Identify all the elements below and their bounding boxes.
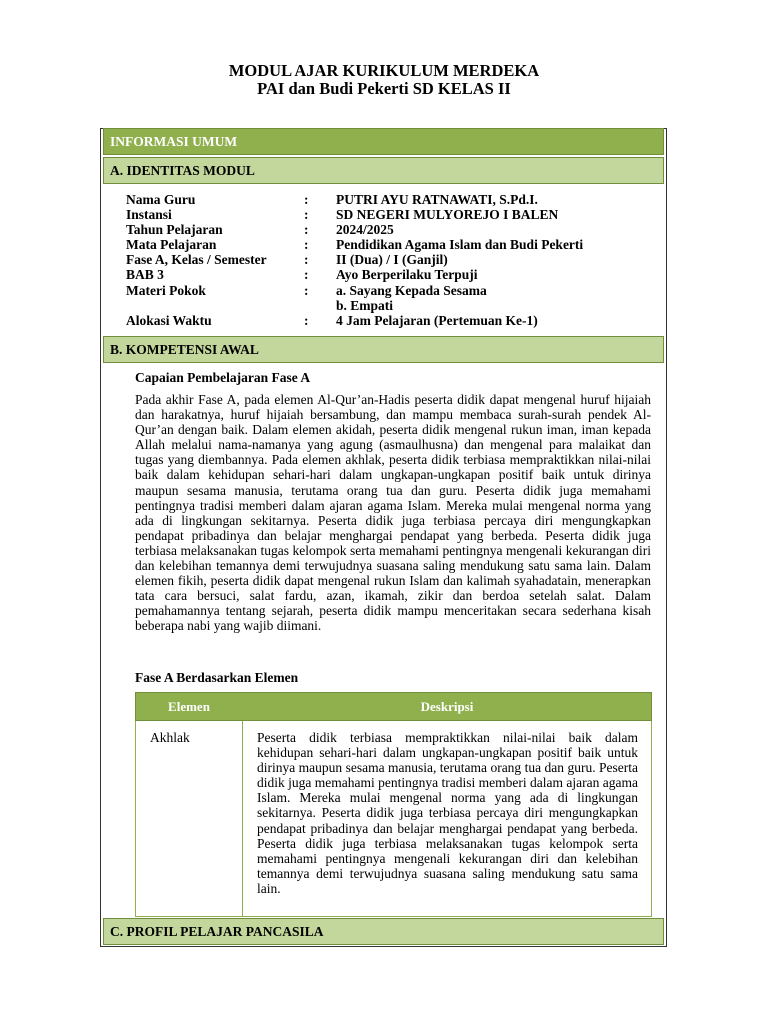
identitas-value: Ayo Berperilaku Terpuji	[336, 267, 478, 282]
identitas-value: 2024/2025	[336, 222, 394, 237]
table-row	[135, 721, 652, 917]
section-informasi-umum: INFORMASI UMUM	[103, 128, 664, 155]
cell-deskripsi: Peserta didik terbiasa mempraktikkan nilai-nilai baik dalam kehidupan sehari-hari dalam ungkapan-ungkapan positif baik untuk dirinya maupun sesama manusia, terutama orang tua dan guru. Peserta didik juga memahami pentingnya tradisi memberi dalam ajaran agama Islam. Mereka mulai mengenal norma yang ada di lingkungan sekitarnya. Peserta didik juga terbiasa percaya diri mengungkapkan pendapat pribadinya dan belajar menghargai pendapat yang berbeda. Peserta didik juga terbiasa melaksanakan tugas kelompok serta memahami pentingnya mengenali kekurangan diri dan kelebihan temannya demi terwujudnya suasana saling mendukung satu sama lain.	[257, 730, 638, 896]
identitas-colon: :	[304, 207, 309, 222]
column-header-elemen: Elemen	[168, 699, 210, 714]
fase-heading: Fase A Berdasarkan Elemen	[135, 670, 299, 685]
elemen-table-header	[135, 692, 652, 721]
document-subtitle: PAI dan Budi Pekerti SD KELAS II	[257, 79, 511, 98]
identitas-label: Tahun Pelajaran	[126, 222, 223, 237]
identitas-colon: :	[304, 267, 309, 282]
identitas-colon: :	[304, 313, 309, 328]
cp-heading: Capaian Pembelajaran Fase A	[135, 370, 311, 385]
identitas-colon: :	[304, 192, 309, 207]
identitas-colon: :	[304, 222, 309, 237]
identitas-label: Fase A, Kelas / Semester	[126, 252, 267, 267]
identitas-value: b. Empati	[336, 298, 394, 313]
cell-elemen: Akhlak	[150, 730, 190, 745]
identitas-label: Mata Pelajaran	[126, 237, 217, 252]
column-divider	[242, 721, 243, 916]
column-header-deskripsi: Deskripsi	[420, 699, 474, 714]
identitas-colon: :	[304, 237, 309, 252]
identitas-label: Alokasi Waktu	[126, 313, 212, 328]
cp-paragraph: Pada akhir Fase A, pada elemen Al-Qur’an-Hadis peserta didik dapat mengenal huruf hijaiah dan harakatnya, huruf hijaiah bersambung, dan mampu membaca surah-surah pendek Al-Qur’an dengan baik. Dalam elemen akidah, peserta didik mengenal rukun iman, iman kepada Allah melalui nama-namanya yang agung (asmaulhusna) dan mengenal para malaikat dan tugas yang diembannya. Pada elemen akhlak, peserta didik terbiasa mempraktikkan nilai-nilai baik dalam kehidupan sehari-hari dalam ungkapan-ungkapan positif baik untuk dirinya maupun sesama manusia, terutama orang tua dan guru. Peserta didik juga memahami pentingnya tradisi memberi dalam ajaran agama Islam. Mereka mulai mengenal norma yang ada di lingkungan sekitarnya. Peserta didik juga terbiasa percaya diri mengungkapkan pendapat pribadinya dan belajar menghargai pendapat yang berbeda. Peserta didik juga terbiasa melaksanakan tugas kelompok serta memahami pentingnya mengenali kekurangan diri dan kelebihan temannya demi terwujudnya suasana saling mendukung satu sama lain. Dalam elemen fikih, peserta didik dapat mengenal rukun Islam dan kalimah syahadatain, menerapkan tata cara bersuci, salat fardu, azan, ikamah, zikir dan berdoa setelah salat. Dalam pemahamannya tentang sejarah, peserta didik mampu menceritakan secara sederhana kisah beberapa nabi yang wajib diimani.	[135, 392, 651, 634]
document-title: MODUL AJAR KURIKULUM MERDEKA	[228, 61, 540, 80]
identitas-label: Instansi	[126, 207, 172, 222]
identitas-value: II (Dua) / I (Ganjil)	[336, 252, 448, 267]
identitas-value: PUTRI AYU RATNAWATI, S.Pd.I.	[336, 192, 538, 207]
identitas-label: Nama Guru	[126, 192, 196, 207]
identitas-label: Materi Pokok	[126, 283, 206, 298]
section-profil-pelajar-pancasila: C. PROFIL PELAJAR PANCASILA	[103, 918, 664, 945]
identitas-value: Pendidikan Agama Islam dan Budi Pekerti	[336, 237, 584, 252]
identitas-value: SD NEGERI MULYOREJO I BALEN	[336, 207, 559, 222]
identitas-label: BAB 3	[126, 267, 164, 282]
section-identitas-modul: A. IDENTITAS MODUL	[103, 157, 664, 184]
section-kompetensi-awal: B. KOMPETENSI AWAL	[103, 336, 664, 363]
identitas-value: 4 Jam Pelajaran (Pertemuan Ke-1)	[336, 313, 538, 328]
identitas-colon: :	[304, 283, 309, 298]
identitas-value: a. Sayang Kepada Sesama	[336, 283, 487, 298]
identitas-colon: :	[304, 252, 309, 267]
